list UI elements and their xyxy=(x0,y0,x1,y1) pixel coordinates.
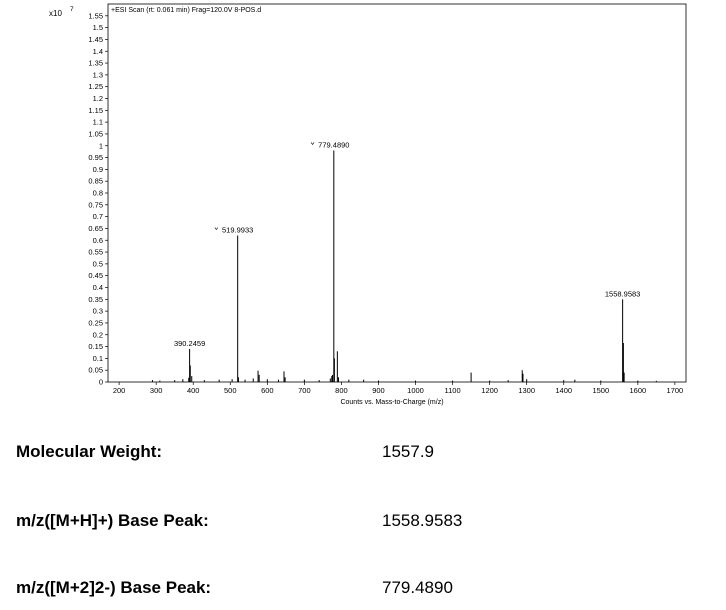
y-tick-label: 1.05 xyxy=(88,129,103,139)
x-tick-label: 1000 xyxy=(407,386,424,395)
molecular-weight-row xyxy=(16,442,616,466)
y-tick-label: 0.1 xyxy=(92,353,103,363)
peak-label: 390.2459 xyxy=(173,338,206,348)
y-tick-label: 1.4 xyxy=(92,46,103,56)
x-tick-label: 600 xyxy=(261,386,274,395)
y-tick-label: 1 xyxy=(98,141,103,151)
x-tick-label: 1400 xyxy=(555,386,573,395)
y-tick-label: 0.05 xyxy=(88,365,103,375)
x-tick-label: 500 xyxy=(224,386,237,395)
x-tick-label: 800 xyxy=(335,386,348,395)
x-tick-label: 1500 xyxy=(592,386,610,395)
y-tick-label: 0.25 xyxy=(88,318,103,328)
peak-label: 1558.9583 xyxy=(604,289,641,299)
y-tick-label: 1.1 xyxy=(92,117,103,127)
y-tick-label: 0.2 xyxy=(92,330,103,340)
x-tick-label: 1600 xyxy=(629,386,647,395)
y-tick-label: 0.8 xyxy=(92,188,103,198)
y-tick-label: 1.35 xyxy=(88,58,103,68)
y-tick-label: 1.25 xyxy=(88,82,103,92)
peak-marker xyxy=(215,228,218,230)
y-tick-label: 0.4 xyxy=(92,283,103,292)
y-tick-label: 0.3 xyxy=(92,306,103,316)
x-tick-label: 700 xyxy=(298,386,311,395)
m2-base-peak-row xyxy=(16,578,616,602)
mh-base-peak-value: 1558.9583 xyxy=(382,511,463,530)
y-tick-label: 0.15 xyxy=(88,342,103,352)
x-tick-label: 1300 xyxy=(518,386,536,395)
y-tick-label: 1.3 xyxy=(92,70,103,80)
x-axis xyxy=(113,382,683,395)
peak-label: 519.9933 xyxy=(222,225,254,235)
mh-base-peak-label: m/z([M+H]+) Base Peak: xyxy=(16,511,209,530)
x-tick-label: 1700 xyxy=(666,386,684,395)
molecular-weight-value: 1557.9 xyxy=(382,442,434,461)
y-tick-label: 1.2 xyxy=(92,94,103,103)
y-tick-label: 1.15 xyxy=(88,105,103,115)
peaks xyxy=(152,150,656,382)
y-axis-exponent: 7 xyxy=(70,6,74,13)
y-tick-label: 0 xyxy=(98,377,103,387)
y-tick-label: 0.9 xyxy=(92,164,103,174)
y-tick-label: 1.55 xyxy=(88,11,103,21)
y-tick-label: 0.6 xyxy=(92,235,103,245)
y-axis xyxy=(88,11,108,386)
y-axis-multiplier: x10 xyxy=(49,9,62,18)
y-tick-label: 0.5 xyxy=(92,259,103,269)
m2-base-peak-label: m/z([M+2]2-) Base Peak: xyxy=(16,578,212,597)
y-tick-label: 1.5 xyxy=(92,23,103,33)
x-tick-label: 1100 xyxy=(444,386,461,395)
y-tick-label: 0.85 xyxy=(88,176,103,186)
y-tick-label: 0.45 xyxy=(88,271,103,281)
m2-base-peak-value: 779.4890 xyxy=(382,578,453,597)
plot-border xyxy=(108,4,686,382)
y-tick-label: 0.95 xyxy=(88,153,103,163)
y-tick-label: 0.35 xyxy=(88,294,103,304)
y-tick-label: 1.45 xyxy=(88,34,103,44)
x-tick-label: 300 xyxy=(149,386,163,395)
y-tick-label: 0.65 xyxy=(88,223,103,233)
x-tick-label: 200 xyxy=(112,386,126,395)
peak-marker xyxy=(311,142,314,144)
y-tick-label: 0.75 xyxy=(88,200,103,210)
y-tick-label: 0.55 xyxy=(88,247,103,257)
molecular-weight-label: Molecular Weight: xyxy=(16,442,163,461)
chart-title: +ESI Scan (rt: 0.061 min) Frag=120.0V 8-POS.d xyxy=(111,7,262,14)
plot-frame xyxy=(108,4,686,382)
x-tick-label: 400 xyxy=(186,386,200,395)
peak-annotations xyxy=(174,140,640,347)
x-tick-label: 900 xyxy=(372,386,385,395)
x-tick-label: 1200 xyxy=(481,386,498,395)
peak-label: 779.4890 xyxy=(318,140,350,150)
y-tick-label: 0.7 xyxy=(92,212,103,222)
mh-base-peak-row xyxy=(16,511,616,535)
x-axis-label: Counts vs. Mass-to-Charge (m/z) xyxy=(340,399,444,406)
